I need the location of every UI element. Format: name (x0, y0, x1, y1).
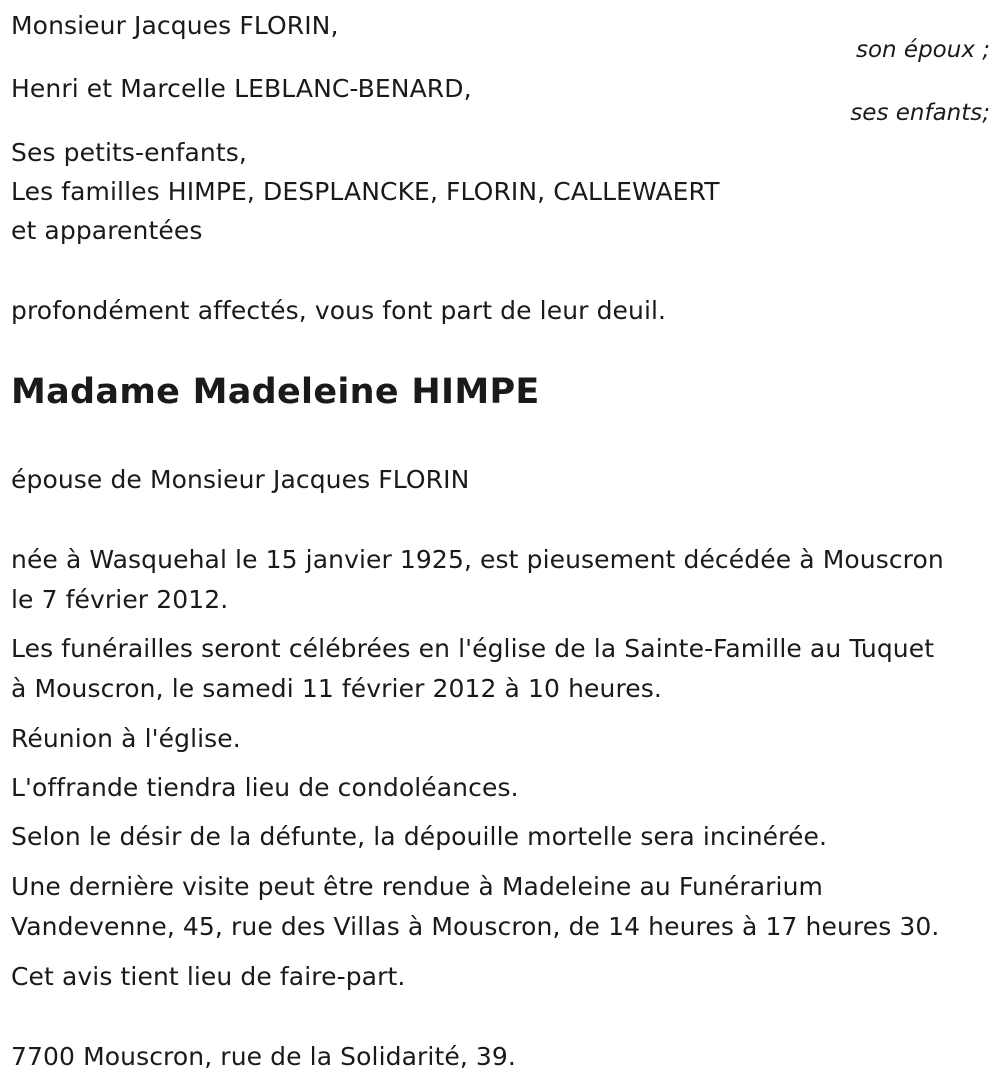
funeral-line-1: Les funérailles seront célébrées en l'église de la Sainte-Famille au Tuquet (11, 634, 935, 663)
meeting-line: Réunion à l'église. (11, 724, 241, 753)
children-role: ses enfants; (850, 100, 990, 126)
grandchildren: Ses petits-enfants, (11, 138, 247, 167)
visit-line-2: Vandevenne, 45, rue des Villas à Mouscron, de 14 heures à 17 heures 30. (11, 912, 940, 941)
children-names: Henri et Marcelle LEBLANC-BENARD, (11, 74, 472, 103)
cremation-line: Selon le désir de la défunte, la dépouille mortelle sera incinérée. (11, 822, 827, 851)
related-families: et apparentées (11, 216, 203, 245)
spouse-of-line: épouse de Monsieur Jacques FLORIN (11, 465, 470, 494)
birth-death-line-1: née à Wasquehal le 15 janvier 1925, est pieusement décédée à Mouscron (11, 545, 944, 574)
address-line: 7700 Mouscron, rue de la Solidarité, 39. (11, 1042, 516, 1071)
visit-line-1: Une dernière visite peut être rendue à Madeleine au Funérarium (11, 872, 823, 901)
funeral-line-2: à Mouscron, le samedi 11 février 2012 à 10 heures. (11, 674, 662, 703)
spouse-name: Monsieur Jacques FLORIN, (11, 11, 339, 40)
offering-line: L'offrande tiendra lieu de condoléances. (11, 773, 519, 802)
notice-line: Cet avis tient lieu de faire-part. (11, 962, 406, 991)
families-list: Les familles HIMPE, DESPLANCKE, FLORIN, CALLEWAERT (11, 177, 720, 206)
deceased-name: Madame Madeleine HIMPE (11, 372, 540, 412)
announcement-text: profondément affectés, vous font part de leur deuil. (11, 296, 667, 325)
birth-death-line-2: le 7 février 2012. (11, 585, 229, 614)
spouse-role: son époux ; (855, 37, 990, 63)
